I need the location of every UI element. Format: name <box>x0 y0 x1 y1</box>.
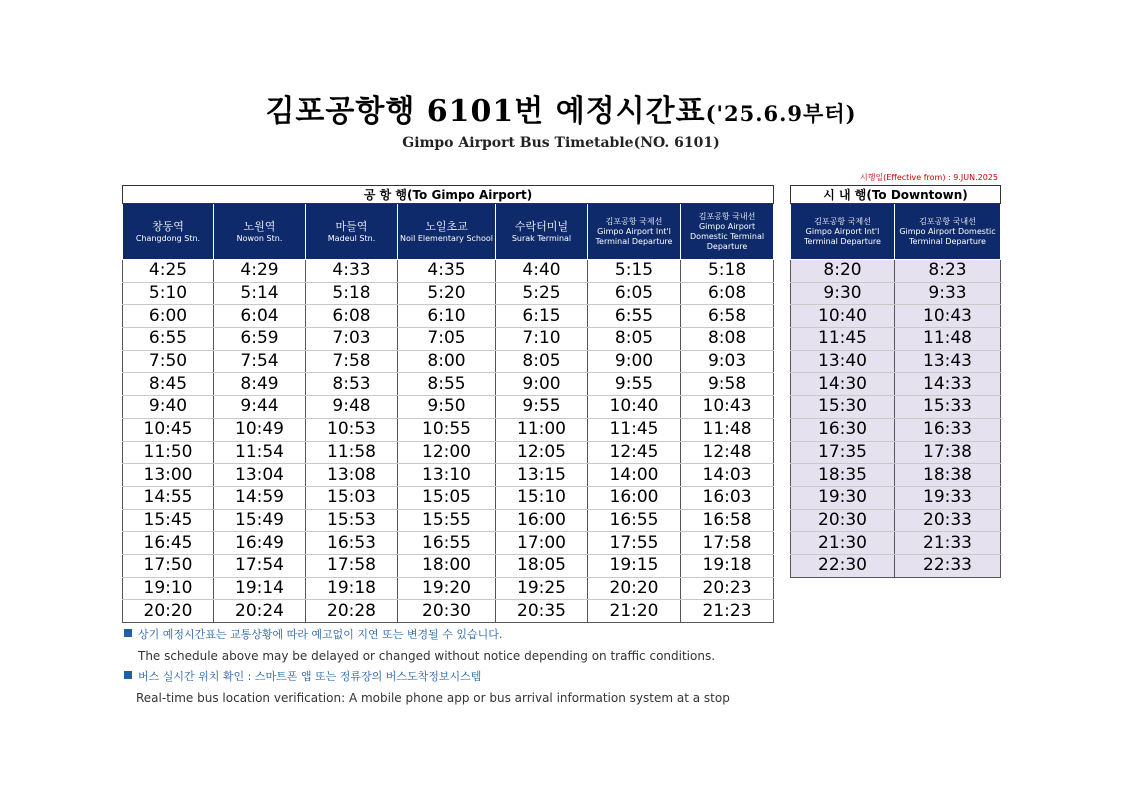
column-header-en: Gimpo Airport Domestic Terminal Departure <box>899 226 996 246</box>
departure-time: 18:00 <box>398 554 496 577</box>
departure-time: 6:08 <box>306 305 398 328</box>
departure-time: 16:53 <box>306 532 398 555</box>
departure-time: 11:45 <box>791 328 895 351</box>
departure-time: 6:59 <box>214 328 306 351</box>
to-downtown-heading: 시 내 행(To Downtown) <box>791 186 1001 204</box>
column-header-ko: 노일초교 <box>425 219 468 233</box>
departure-time: 16:33 <box>895 418 1001 441</box>
departure-time: 9:00 <box>588 350 681 373</box>
table-row <box>791 554 1001 577</box>
departure-time: 14:00 <box>588 464 681 487</box>
departure-time: 9:55 <box>496 396 588 419</box>
departure-time: 12:48 <box>681 441 774 464</box>
effective-date: 시행일(Effective from) : 9.JUN.2025 <box>859 173 998 182</box>
departure-time: 9:33 <box>895 282 1001 305</box>
departure-time: 12:45 <box>588 441 681 464</box>
departure-time: 14:59 <box>214 486 306 509</box>
departure-time: 20:30 <box>791 509 895 532</box>
departure-time: 4:33 <box>306 260 398 283</box>
departure-time: 9:48 <box>306 396 398 419</box>
departure-time: 8:23 <box>895 260 1001 283</box>
column-header-en: Noil Elementary School <box>399 233 493 243</box>
column-header-en: Madeul Stn. <box>327 233 376 243</box>
departure-time: 7:05 <box>398 328 496 351</box>
column-header-ko: 창동역 <box>152 219 184 233</box>
departure-time: 16:45 <box>123 532 214 555</box>
departure-time: 15:49 <box>214 509 306 532</box>
table-row <box>123 350 774 373</box>
departure-time: 16:55 <box>398 532 496 555</box>
departure-time: 8:08 <box>681 328 774 351</box>
departure-time: 5:25 <box>496 282 588 305</box>
departure-time: 21:23 <box>681 600 774 623</box>
departure-time: 11:58 <box>306 441 398 464</box>
departure-time: 10:45 <box>123 418 214 441</box>
departure-time: 17:55 <box>588 532 681 555</box>
departure-time: 5:18 <box>681 260 774 283</box>
departure-time: 15:10 <box>496 486 588 509</box>
departure-time: 14:55 <box>123 486 214 509</box>
departure-time: 9:40 <box>123 396 214 419</box>
departure-time: 8:45 <box>123 373 214 396</box>
departure-time: 15:55 <box>398 509 496 532</box>
departure-time: 11:48 <box>681 418 774 441</box>
departure-time: 5:10 <box>123 282 214 305</box>
departure-time: 9:00 <box>496 373 588 396</box>
departure-time: 15:30 <box>791 396 895 419</box>
departure-time: 15:03 <box>306 486 398 509</box>
departure-time: 15:45 <box>123 509 214 532</box>
departure-time: 17:35 <box>791 441 895 464</box>
departure-time: 4:25 <box>123 260 214 283</box>
departure-time: 21:33 <box>895 532 1001 555</box>
to-airport-column-headers <box>123 204 774 260</box>
departure-time: 11:50 <box>123 441 214 464</box>
departure-time: 13:10 <box>398 464 496 487</box>
column-header-ko: 김포공항 국제선 <box>814 216 871 226</box>
departure-time: 19:30 <box>791 486 895 509</box>
departure-time: 12:00 <box>398 441 496 464</box>
table-row <box>791 282 1001 305</box>
table-row <box>791 532 1001 555</box>
title-main: 김포공항행 6101번 예정시간표 <box>265 94 706 129</box>
departure-time: 6:05 <box>588 282 681 305</box>
departure-time: 6:08 <box>681 282 774 305</box>
departure-time: 7:03 <box>306 328 398 351</box>
departure-time: 17:38 <box>895 441 1001 464</box>
departure-time: 5:14 <box>214 282 306 305</box>
departure-time: 22:33 <box>895 554 1001 577</box>
departure-time: 6:55 <box>588 305 681 328</box>
departure-time: 19:10 <box>123 577 214 600</box>
table-row <box>123 532 774 555</box>
departure-time: 19:15 <box>588 554 681 577</box>
departure-time: 14:33 <box>895 373 1001 396</box>
departure-time: 13:43 <box>895 350 1001 373</box>
departure-time: 19:18 <box>306 577 398 600</box>
departure-time: 4:35 <box>398 260 496 283</box>
departure-time: 10:53 <box>306 418 398 441</box>
departure-time: 17:54 <box>214 554 306 577</box>
to-airport-column-header <box>496 204 588 260</box>
departure-time: 18:35 <box>791 464 895 487</box>
to-airport-column-header <box>214 204 306 260</box>
note-realtime-en: Real-time bus location verification: A mobile phone app or bus arrival information system at a stop <box>136 691 730 705</box>
departure-time: 8:00 <box>398 350 496 373</box>
table-row <box>791 418 1001 441</box>
departure-time: 9:30 <box>791 282 895 305</box>
departure-time: 14:03 <box>681 464 774 487</box>
table-row <box>123 328 774 351</box>
departure-time: 9:50 <box>398 396 496 419</box>
departure-time: 8:20 <box>791 260 895 283</box>
departure-time: 17:58 <box>681 532 774 555</box>
note-delay-ko: 상기 예정시간표는 교통상황에 따라 예고없이 지연 또는 변경될 수 있습니다. <box>124 626 1024 644</box>
departure-time: 10:55 <box>398 418 496 441</box>
departure-time: 21:30 <box>791 532 895 555</box>
departure-time: 13:40 <box>791 350 895 373</box>
table-row <box>123 282 774 305</box>
departure-time: 16:55 <box>588 509 681 532</box>
departure-time: 15:05 <box>398 486 496 509</box>
departure-time: 16:00 <box>588 486 681 509</box>
column-header-en: Gimpo Airport Int'l Terminal Departure <box>804 226 881 246</box>
page-subtitle: Gimpo Airport Bus Timetable(NO. 6101) <box>402 135 720 151</box>
column-header-ko: 노원역 <box>243 219 276 233</box>
table-row <box>791 396 1001 419</box>
departure-time: 10:43 <box>895 305 1001 328</box>
to-airport-timetable <box>122 185 774 623</box>
departure-time: 20:20 <box>588 577 681 600</box>
departure-time: 12:05 <box>496 441 588 464</box>
table-row <box>123 600 774 623</box>
departure-time: 16:49 <box>214 532 306 555</box>
table-row <box>791 305 1001 328</box>
to-downtown-column-headers <box>791 204 1001 260</box>
departure-time: 18:38 <box>895 464 1001 487</box>
to-downtown-column-header <box>791 204 895 260</box>
departure-time: 20:23 <box>681 577 774 600</box>
bullet-square-icon <box>124 671 132 679</box>
bullet-square-icon <box>124 629 132 637</box>
notes <box>124 626 1024 710</box>
to-airport-column-header <box>681 204 774 260</box>
departure-time: 6:10 <box>398 305 496 328</box>
departure-time: 18:05 <box>496 554 588 577</box>
departure-time: 9:44 <box>214 396 306 419</box>
departure-time: 6:15 <box>496 305 588 328</box>
departure-time: 17:58 <box>306 554 398 577</box>
column-header-ko: 김포공항 국내선 <box>919 216 976 226</box>
departure-time: 11:54 <box>214 441 306 464</box>
departure-time: 7:50 <box>123 350 214 373</box>
departure-time: 17:50 <box>123 554 214 577</box>
table-row <box>123 441 774 464</box>
page-title <box>0 86 1122 130</box>
column-header-en: Gimpo Airport Int'l Terminal Departure <box>595 226 673 246</box>
departure-time: 10:43 <box>681 396 774 419</box>
table-row <box>123 260 774 283</box>
column-header-en: Changdong Stn. <box>135 233 201 243</box>
departure-time: 14:30 <box>791 373 895 396</box>
table-row <box>123 373 774 396</box>
note-realtime-ko: 버스 실시간 위치 확인 : 스마트폰 앱 또는 정류장의 버스도착정보시스템 <box>124 668 1024 686</box>
departure-time: 11:45 <box>588 418 681 441</box>
departure-time: 5:20 <box>398 282 496 305</box>
departure-time: 11:48 <box>895 328 1001 351</box>
departure-time: 19:25 <box>496 577 588 600</box>
departure-time: 6:55 <box>123 328 214 351</box>
to-airport-rows <box>123 260 774 623</box>
departure-time: 11:00 <box>496 418 588 441</box>
column-header-en: Nowon Stn. <box>236 233 283 243</box>
departure-time: 6:04 <box>214 305 306 328</box>
departure-time: 8:49 <box>214 373 306 396</box>
title-effective-suffix: ('25.6.9부터) <box>705 101 857 126</box>
departure-time: 15:33 <box>895 396 1001 419</box>
departure-time: 8:53 <box>306 373 398 396</box>
departure-time: 7:54 <box>214 350 306 373</box>
table-row <box>123 396 774 419</box>
departure-time: 21:20 <box>588 600 681 623</box>
to-downtown-column-header <box>895 204 1001 260</box>
departure-time: 4:40 <box>496 260 588 283</box>
table-row <box>791 350 1001 373</box>
to-airport-column-header <box>306 204 398 260</box>
column-header-ko: 수락터미널 <box>514 219 569 233</box>
column-header-en: Gimpo Airport Domestic Terminal Departure <box>690 221 765 251</box>
to-airport-heading: 공 항 행(To Gimpo Airport) <box>123 186 774 204</box>
table-row <box>791 509 1001 532</box>
table-row <box>791 260 1001 283</box>
departure-time: 5:15 <box>588 260 681 283</box>
departure-time: 10:49 <box>214 418 306 441</box>
departure-time: 10:40 <box>791 305 895 328</box>
departure-time: 7:58 <box>306 350 398 373</box>
departure-time: 19:20 <box>398 577 496 600</box>
departure-time: 8:05 <box>496 350 588 373</box>
departure-time: 16:03 <box>681 486 774 509</box>
departure-time: 20:28 <box>306 600 398 623</box>
table-row <box>123 554 774 577</box>
departure-time: 19:18 <box>681 554 774 577</box>
table-row <box>123 509 774 532</box>
to-airport-column-header <box>588 204 681 260</box>
table-row <box>791 441 1001 464</box>
departure-time: 13:04 <box>214 464 306 487</box>
departure-time: 13:00 <box>123 464 214 487</box>
departure-time: 4:29 <box>214 260 306 283</box>
departure-time: 19:14 <box>214 577 306 600</box>
to-downtown-rows <box>791 260 1001 578</box>
departure-time: 9:58 <box>681 373 774 396</box>
departure-time: 15:53 <box>306 509 398 532</box>
departure-time: 13:08 <box>306 464 398 487</box>
note-delay-en: The schedule above may be delayed or changed without notice depending on traffic conditions. <box>138 649 716 663</box>
departure-time: 16:00 <box>496 509 588 532</box>
column-header-ko: 김포공항 국내선 <box>698 211 756 221</box>
departure-time: 5:18 <box>306 282 398 305</box>
table-row <box>123 418 774 441</box>
table-row <box>123 577 774 600</box>
column-header-ko: 김포공항 국제선 <box>605 216 663 226</box>
departure-time: 20:35 <box>496 600 588 623</box>
departure-time: 6:00 <box>123 305 214 328</box>
departure-time: 9:03 <box>681 350 774 373</box>
departure-time: 20:24 <box>214 600 306 623</box>
table-row <box>791 373 1001 396</box>
departure-time: 9:55 <box>588 373 681 396</box>
table-row <box>791 464 1001 487</box>
column-header-en: Surak Terminal <box>511 233 572 243</box>
table-row <box>791 328 1001 351</box>
departure-time: 8:55 <box>398 373 496 396</box>
table-row <box>123 305 774 328</box>
departure-time: 19:33 <box>895 486 1001 509</box>
departure-time: 8:05 <box>588 328 681 351</box>
departure-time: 7:10 <box>496 328 588 351</box>
column-header-ko: 마들역 <box>335 219 368 233</box>
departure-time: 6:58 <box>681 305 774 328</box>
departure-time: 10:40 <box>588 396 681 419</box>
departure-time: 16:58 <box>681 509 774 532</box>
to-airport-column-header <box>398 204 496 260</box>
departure-time: 20:30 <box>398 600 496 623</box>
departure-time: 17:00 <box>496 532 588 555</box>
table-row <box>123 464 774 487</box>
departure-time: 20:33 <box>895 509 1001 532</box>
to-airport-column-header <box>123 204 214 260</box>
departure-time: 22:30 <box>791 554 895 577</box>
departure-time: 13:15 <box>496 464 588 487</box>
departure-time: 20:20 <box>123 600 214 623</box>
to-downtown-timetable <box>790 185 1001 578</box>
table-row <box>123 486 774 509</box>
table-row <box>791 486 1001 509</box>
departure-time: 16:30 <box>791 418 895 441</box>
